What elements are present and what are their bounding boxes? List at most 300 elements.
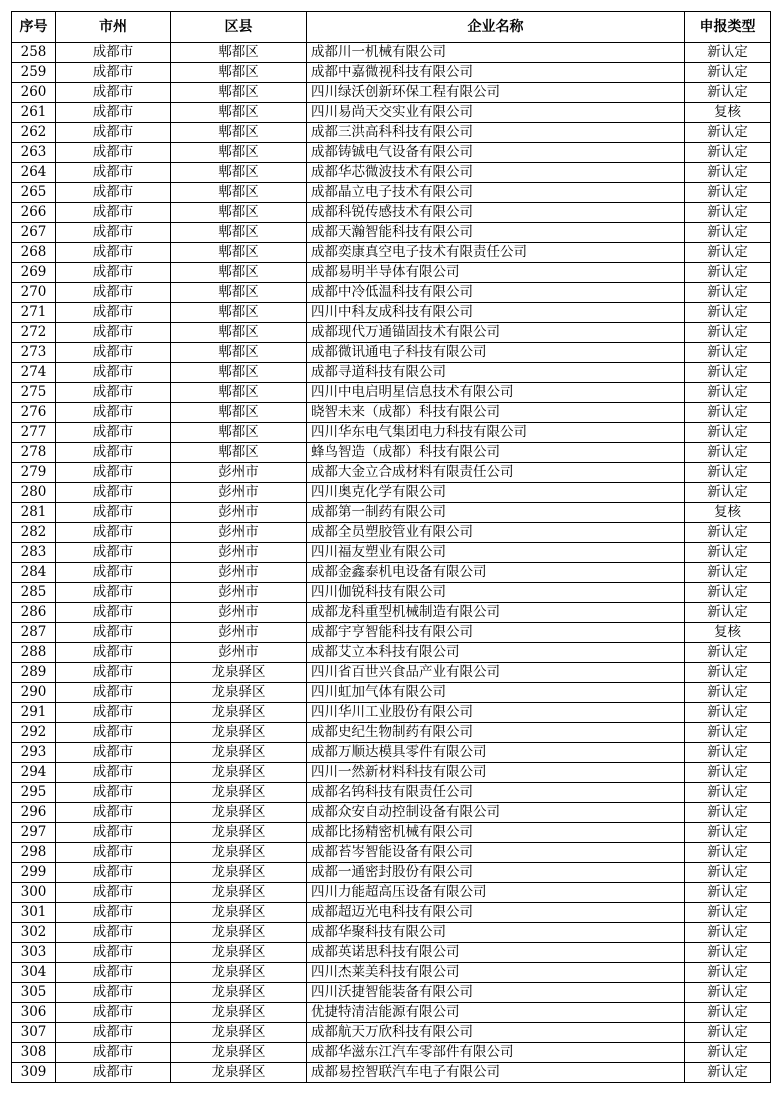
table-row: [12, 43, 771, 63]
cell-company: 成都中嘉微视科技有限公司: [307, 63, 685, 83]
header-row: [12, 12, 771, 43]
cell-type: 新认定: [685, 943, 771, 963]
cell-company: 成都航天万欣科技有限公司: [307, 1023, 685, 1043]
cell-district: 龙泉驿区: [171, 863, 307, 883]
cell-city: 成都市: [56, 303, 171, 323]
cell-district: 郫都区: [171, 183, 307, 203]
cell-company: 成都英诺思科技有限公司: [307, 943, 685, 963]
cell-district: 龙泉驿区: [171, 763, 307, 783]
cell-company: 四川省百世兴食品产业有限公司: [307, 663, 685, 683]
cell-company: 成都超迈光电科技有限公司: [307, 903, 685, 923]
cell-company: 成都金鑫泰机电设备有限公司: [307, 563, 685, 583]
cell-no: 308: [12, 1043, 56, 1063]
cell-type: 新认定: [685, 443, 771, 463]
cell-type: 新认定: [685, 763, 771, 783]
cell-district: 郫都区: [171, 143, 307, 163]
table-row: [12, 123, 771, 143]
cell-city: 成都市: [56, 63, 171, 83]
table-row: [12, 743, 771, 763]
cell-no: 277: [12, 423, 56, 443]
cell-company: 成都一通密封股份有限公司: [307, 863, 685, 883]
cell-city: 成都市: [56, 883, 171, 903]
cell-district: 龙泉驿区: [171, 663, 307, 683]
cell-no: 270: [12, 283, 56, 303]
cell-company: 成都艾立本科技有限公司: [307, 643, 685, 663]
cell-city: 成都市: [56, 823, 171, 843]
cell-type: 新认定: [685, 983, 771, 1003]
cell-type: 新认定: [685, 1003, 771, 1023]
cell-company: 成都第一制药有限公司: [307, 503, 685, 523]
cell-city: 成都市: [56, 203, 171, 223]
table-row: [12, 483, 771, 503]
cell-district: 郫都区: [171, 123, 307, 143]
cell-type: 新认定: [685, 123, 771, 143]
table-row: [12, 1023, 771, 1043]
cell-no: 263: [12, 143, 56, 163]
cell-no: 265: [12, 183, 56, 203]
cell-type: 新认定: [685, 363, 771, 383]
cell-company: 四川中电启明星信息技术有限公司: [307, 383, 685, 403]
cell-company: 晓智未来（成都）科技有限公司: [307, 403, 685, 423]
cell-type: 新认定: [685, 883, 771, 903]
table-row: [12, 263, 771, 283]
cell-no: 268: [12, 243, 56, 263]
cell-no: 303: [12, 943, 56, 963]
cell-district: 龙泉驿区: [171, 823, 307, 843]
table-row: [12, 243, 771, 263]
cell-no: 260: [12, 83, 56, 103]
cell-company: 四川绿沃创新环保工程有限公司: [307, 83, 685, 103]
table-row: [12, 83, 771, 103]
cell-city: 成都市: [56, 483, 171, 503]
header-no: 序号: [12, 12, 56, 43]
cell-company: 成都华芯微波技术有限公司: [307, 163, 685, 183]
cell-city: 成都市: [56, 963, 171, 983]
cell-city: 成都市: [56, 643, 171, 663]
cell-district: 彭州市: [171, 523, 307, 543]
table-row: [12, 863, 771, 883]
cell-district: 郫都区: [171, 43, 307, 63]
cell-no: 274: [12, 363, 56, 383]
cell-company: 成都史纪生物制药有限公司: [307, 723, 685, 743]
cell-type: 新认定: [685, 223, 771, 243]
table-row: [12, 883, 771, 903]
cell-no: 284: [12, 563, 56, 583]
cell-type: 新认定: [685, 803, 771, 823]
cell-city: 成都市: [56, 603, 171, 623]
cell-type: 新认定: [685, 403, 771, 423]
cell-city: 成都市: [56, 563, 171, 583]
cell-district: 郫都区: [171, 263, 307, 283]
cell-company: 四川中科友成科技有限公司: [307, 303, 685, 323]
cell-company: 成都华滋东江汽车零部件有限公司: [307, 1043, 685, 1063]
cell-district: 龙泉驿区: [171, 803, 307, 823]
table-row: [12, 1063, 771, 1083]
cell-no: 264: [12, 163, 56, 183]
cell-company: 成都万顺达模具零件有限公司: [307, 743, 685, 763]
cell-company: 四川一然新材料科技有限公司: [307, 763, 685, 783]
cell-city: 成都市: [56, 803, 171, 823]
cell-company: 成都三洪高科科技有限公司: [307, 123, 685, 143]
cell-city: 成都市: [56, 583, 171, 603]
cell-district: 龙泉驿区: [171, 983, 307, 1003]
cell-city: 成都市: [56, 343, 171, 363]
cell-city: 成都市: [56, 283, 171, 303]
cell-company: 四川华川工业股份有限公司: [307, 703, 685, 723]
cell-type: 新认定: [685, 43, 771, 63]
cell-city: 成都市: [56, 903, 171, 923]
table-row: [12, 303, 771, 323]
cell-no: 276: [12, 403, 56, 423]
cell-type: 新认定: [685, 323, 771, 343]
cell-city: 成都市: [56, 943, 171, 963]
cell-company: 成都中冷低温科技有限公司: [307, 283, 685, 303]
cell-company: 成都华聚科技有限公司: [307, 923, 685, 943]
cell-city: 成都市: [56, 503, 171, 523]
table-body: [12, 43, 771, 1083]
cell-company: 成都川一机械有限公司: [307, 43, 685, 63]
cell-type: 新认定: [685, 963, 771, 983]
table-row: [12, 283, 771, 303]
cell-no: 261: [12, 103, 56, 123]
cell-city: 成都市: [56, 863, 171, 883]
cell-company: 成都微讯通电子科技有限公司: [307, 343, 685, 363]
cell-no: 283: [12, 543, 56, 563]
cell-type: 新认定: [685, 303, 771, 323]
table-row: [12, 543, 771, 563]
cell-district: 龙泉驿区: [171, 703, 307, 723]
cell-no: 285: [12, 583, 56, 603]
cell-district: 龙泉驿区: [171, 743, 307, 763]
cell-city: 成都市: [56, 123, 171, 143]
cell-company: 成都易明半导体有限公司: [307, 263, 685, 283]
cell-type: 新认定: [685, 723, 771, 743]
cell-type: 新认定: [685, 603, 771, 623]
cell-city: 成都市: [56, 763, 171, 783]
table-row: [12, 163, 771, 183]
cell-no: 299: [12, 863, 56, 883]
cell-type: 新认定: [685, 783, 771, 803]
cell-city: 成都市: [56, 683, 171, 703]
cell-city: 成都市: [56, 983, 171, 1003]
cell-type: 新认定: [685, 923, 771, 943]
cell-city: 成都市: [56, 743, 171, 763]
cell-type: 新认定: [685, 463, 771, 483]
table-row: [12, 783, 771, 803]
cell-city: 成都市: [56, 163, 171, 183]
table-row: [12, 503, 771, 523]
cell-no: 262: [12, 123, 56, 143]
cell-company: 成都铸铖电气设备有限公司: [307, 143, 685, 163]
cell-company: 四川华东电气集团电力科技有限公司: [307, 423, 685, 443]
cell-district: 郫都区: [171, 343, 307, 363]
cell-city: 成都市: [56, 1043, 171, 1063]
cell-no: 278: [12, 443, 56, 463]
cell-company: 成都名钨科技有限责任公司: [307, 783, 685, 803]
cell-company: 四川杰莱美科技有限公司: [307, 963, 685, 983]
cell-company: 成都晶立电子技术有限公司: [307, 183, 685, 203]
cell-type: 新认定: [685, 243, 771, 263]
table-row: [12, 763, 771, 783]
cell-city: 成都市: [56, 363, 171, 383]
cell-company: 四川虹加气体有限公司: [307, 683, 685, 703]
cell-no: 259: [12, 63, 56, 83]
cell-district: 彭州市: [171, 583, 307, 603]
table-row: [12, 323, 771, 343]
cell-company: 成都现代万通锚固技术有限公司: [307, 323, 685, 343]
cell-no: 275: [12, 383, 56, 403]
table-row: [12, 903, 771, 923]
cell-city: 成都市: [56, 843, 171, 863]
cell-city: 成都市: [56, 703, 171, 723]
table-row: [12, 983, 771, 1003]
table-row: [12, 103, 771, 123]
cell-city: 成都市: [56, 263, 171, 283]
cell-type: 新认定: [685, 423, 771, 443]
table-row: [12, 143, 771, 163]
table-row: [12, 183, 771, 203]
cell-district: 郫都区: [171, 83, 307, 103]
cell-city: 成都市: [56, 1003, 171, 1023]
table-row: [12, 823, 771, 843]
cell-no: 281: [12, 503, 56, 523]
table-row: [12, 563, 771, 583]
table-row: [12, 583, 771, 603]
cell-type: 新认定: [685, 63, 771, 83]
cell-city: 成都市: [56, 83, 171, 103]
cell-district: 郫都区: [171, 383, 307, 403]
table-row: [12, 423, 771, 443]
cell-company: 优捷特清洁能源有限公司: [307, 1003, 685, 1023]
cell-city: 成都市: [56, 183, 171, 203]
table-row: [12, 683, 771, 703]
table-row: [12, 643, 771, 663]
cell-type: 新认定: [685, 143, 771, 163]
cell-no: 269: [12, 263, 56, 283]
cell-city: 成都市: [56, 403, 171, 423]
cell-no: 289: [12, 663, 56, 683]
cell-company: 四川福友塑业有限公司: [307, 543, 685, 563]
cell-type: 新认定: [685, 563, 771, 583]
table-row: [12, 443, 771, 463]
table-row: [12, 703, 771, 723]
cell-city: 成都市: [56, 43, 171, 63]
cell-company: 四川伽锐科技有限公司: [307, 583, 685, 603]
cell-type: 新认定: [685, 743, 771, 763]
cell-district: 彭州市: [171, 543, 307, 563]
table-row: [12, 923, 771, 943]
cell-company: 成都科锐传感技术有限公司: [307, 203, 685, 223]
cell-company: 成都苔岑智能设备有限公司: [307, 843, 685, 863]
cell-city: 成都市: [56, 523, 171, 543]
cell-district: 龙泉驿区: [171, 883, 307, 903]
cell-no: 279: [12, 463, 56, 483]
cell-district: 龙泉驿区: [171, 683, 307, 703]
cell-district: 彭州市: [171, 463, 307, 483]
cell-company: 成都龙科重型机械制造有限公司: [307, 603, 685, 623]
cell-no: 291: [12, 703, 56, 723]
cell-company: 成都比扬精密机械有限公司: [307, 823, 685, 843]
cell-no: 286: [12, 603, 56, 623]
cell-district: 郫都区: [171, 443, 307, 463]
table-row: [12, 383, 771, 403]
cell-district: 郫都区: [171, 223, 307, 243]
cell-district: 龙泉驿区: [171, 843, 307, 863]
cell-no: 306: [12, 1003, 56, 1023]
cell-city: 成都市: [56, 383, 171, 403]
cell-district: 彭州市: [171, 623, 307, 643]
cell-type: 新认定: [685, 383, 771, 403]
cell-city: 成都市: [56, 323, 171, 343]
header-type: 申报类型: [685, 12, 771, 43]
cell-city: 成都市: [56, 1023, 171, 1043]
enterprise-table: [11, 11, 771, 1083]
cell-type: 新认定: [685, 583, 771, 603]
cell-district: 龙泉驿区: [171, 1003, 307, 1023]
cell-type: 新认定: [685, 823, 771, 843]
cell-district: 彭州市: [171, 563, 307, 583]
cell-no: 296: [12, 803, 56, 823]
cell-type: 新认定: [685, 483, 771, 503]
cell-company: 四川沃捷智能装备有限公司: [307, 983, 685, 1003]
cell-district: 郫都区: [171, 243, 307, 263]
cell-city: 成都市: [56, 923, 171, 943]
cell-company: 成都易控智联汽车电子有限公司: [307, 1063, 685, 1083]
table-row: [12, 603, 771, 623]
cell-type: 复核: [685, 503, 771, 523]
cell-district: 龙泉驿区: [171, 923, 307, 943]
cell-district: 郫都区: [171, 283, 307, 303]
table-row: [12, 343, 771, 363]
cell-city: 成都市: [56, 103, 171, 123]
cell-no: 267: [12, 223, 56, 243]
cell-no: 273: [12, 343, 56, 363]
cell-city: 成都市: [56, 783, 171, 803]
table-row: [12, 663, 771, 683]
cell-type: 新认定: [685, 523, 771, 543]
cell-type: 新认定: [685, 543, 771, 563]
cell-type: 新认定: [685, 683, 771, 703]
cell-type: 复核: [685, 623, 771, 643]
table-row: [12, 523, 771, 543]
table-row: [12, 223, 771, 243]
cell-district: 郫都区: [171, 103, 307, 123]
cell-district: 郫都区: [171, 63, 307, 83]
cell-city: 成都市: [56, 223, 171, 243]
enterprise-list-document: [11, 11, 771, 1083]
cell-no: 287: [12, 623, 56, 643]
cell-district: 郫都区: [171, 163, 307, 183]
cell-district: 彭州市: [171, 503, 307, 523]
cell-district: 龙泉驿区: [171, 723, 307, 743]
cell-no: 307: [12, 1023, 56, 1043]
cell-city: 成都市: [56, 143, 171, 163]
cell-type: 复核: [685, 103, 771, 123]
table-row: [12, 943, 771, 963]
cell-city: 成都市: [56, 443, 171, 463]
cell-no: 305: [12, 983, 56, 1003]
cell-no: 309: [12, 1063, 56, 1083]
cell-type: 新认定: [685, 663, 771, 683]
cell-company: 蜂鸟智造（成都）科技有限公司: [307, 443, 685, 463]
cell-no: 298: [12, 843, 56, 863]
cell-type: 新认定: [685, 843, 771, 863]
cell-type: 新认定: [685, 263, 771, 283]
cell-type: 新认定: [685, 83, 771, 103]
table-header: [12, 12, 771, 43]
cell-city: 成都市: [56, 663, 171, 683]
table-row: [12, 723, 771, 743]
cell-city: 成都市: [56, 543, 171, 563]
table-row: [12, 1003, 771, 1023]
cell-type: 新认定: [685, 283, 771, 303]
table-row: [12, 963, 771, 983]
table-row: [12, 63, 771, 83]
cell-type: 新认定: [685, 1063, 771, 1083]
cell-type: 新认定: [685, 343, 771, 363]
cell-no: 282: [12, 523, 56, 543]
cell-no: 258: [12, 43, 56, 63]
header-district: 区县: [171, 12, 307, 43]
cell-type: 新认定: [685, 863, 771, 883]
cell-type: 新认定: [685, 163, 771, 183]
cell-no: 304: [12, 963, 56, 983]
cell-no: 290: [12, 683, 56, 703]
table-row: [12, 363, 771, 383]
cell-district: 龙泉驿区: [171, 1043, 307, 1063]
cell-company: 成都宇亨智能科技有限公司: [307, 623, 685, 643]
cell-district: 龙泉驿区: [171, 963, 307, 983]
cell-no: 294: [12, 763, 56, 783]
table-row: [12, 1043, 771, 1063]
table-row: [12, 203, 771, 223]
cell-district: 郫都区: [171, 363, 307, 383]
cell-company: 四川奥克化学有限公司: [307, 483, 685, 503]
table-row: [12, 843, 771, 863]
cell-type: 新认定: [685, 703, 771, 723]
cell-company: 四川力能超高压设备有限公司: [307, 883, 685, 903]
cell-no: 292: [12, 723, 56, 743]
cell-district: 彭州市: [171, 603, 307, 623]
cell-district: 郫都区: [171, 303, 307, 323]
cell-company: 成都寻道科技有限公司: [307, 363, 685, 383]
cell-district: 龙泉驿区: [171, 1063, 307, 1083]
cell-no: 293: [12, 743, 56, 763]
cell-no: 295: [12, 783, 56, 803]
cell-city: 成都市: [56, 1063, 171, 1083]
cell-no: 301: [12, 903, 56, 923]
cell-district: 龙泉驿区: [171, 783, 307, 803]
cell-company: 成都大金立合成材料有限责任公司: [307, 463, 685, 483]
cell-city: 成都市: [56, 243, 171, 263]
cell-city: 成都市: [56, 463, 171, 483]
cell-district: 龙泉驿区: [171, 943, 307, 963]
cell-no: 300: [12, 883, 56, 903]
cell-city: 成都市: [56, 623, 171, 643]
cell-type: 新认定: [685, 1023, 771, 1043]
cell-type: 新认定: [685, 183, 771, 203]
cell-company: 四川易尚天交实业有限公司: [307, 103, 685, 123]
cell-no: 266: [12, 203, 56, 223]
cell-company: 成都天瀚智能科技有限公司: [307, 223, 685, 243]
cell-city: 成都市: [56, 723, 171, 743]
cell-company: 成都全员塑胶管业有限公司: [307, 523, 685, 543]
cell-district: 龙泉驿区: [171, 903, 307, 923]
cell-company: 成都奕康真空电子技术有限责任公司: [307, 243, 685, 263]
cell-district: 郫都区: [171, 203, 307, 223]
cell-no: 272: [12, 323, 56, 343]
cell-type: 新认定: [685, 1043, 771, 1063]
